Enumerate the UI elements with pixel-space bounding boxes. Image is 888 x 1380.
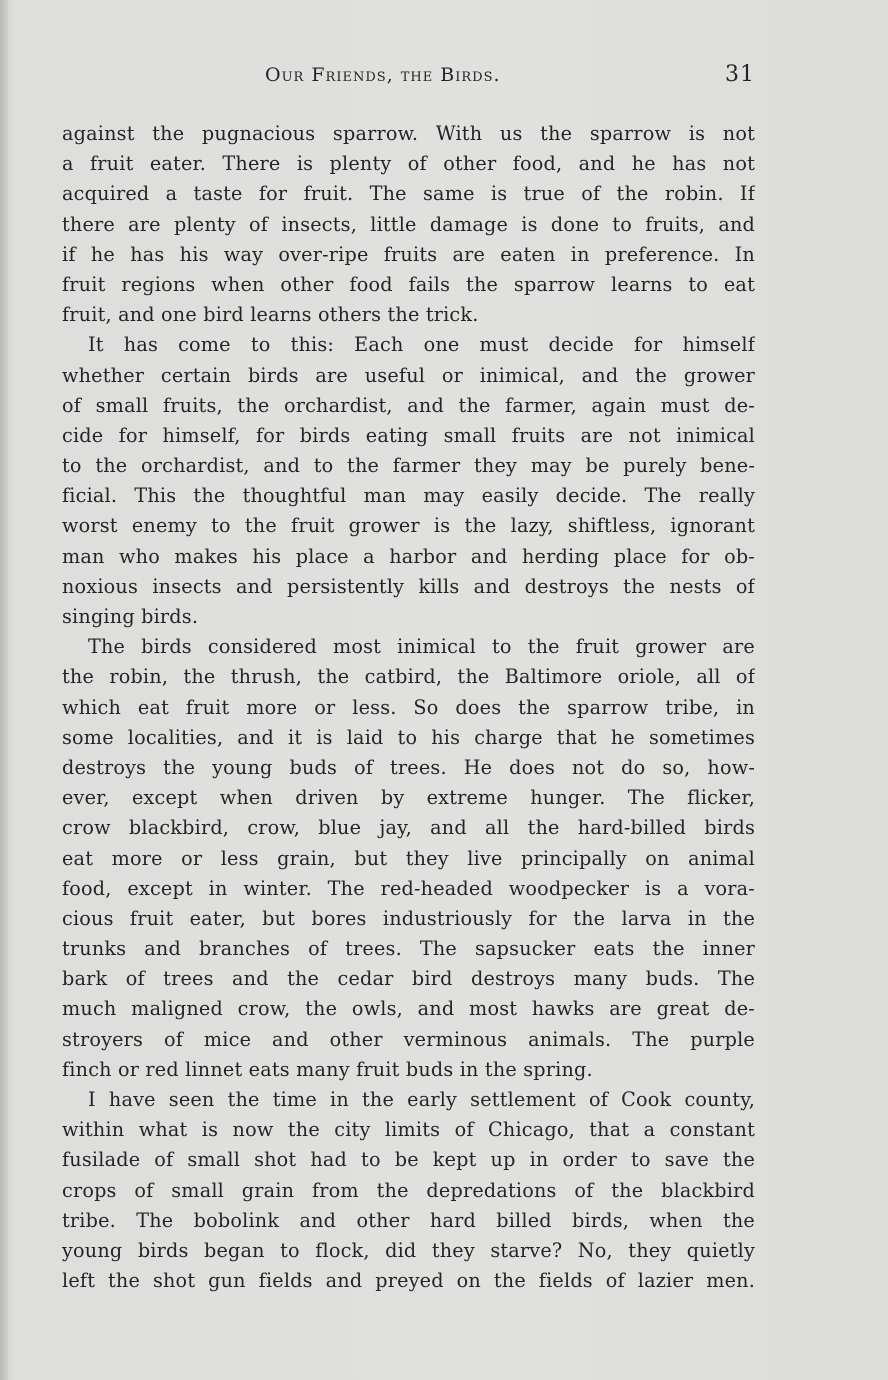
- text-line: crops of small grain from the depredations of the blackbird: [62, 1178, 755, 1202]
- text-line: acquired a taste for fruit. The same is true of the robin. If: [62, 182, 755, 206]
- text-line: worst enemy to the fruit grower is the lazy, shiftless, ignorant: [62, 514, 755, 538]
- text-line: the robin, the thrush, the catbird, the Baltimore oriole, all of: [62, 665, 755, 689]
- page-number: 31: [725, 62, 755, 87]
- text-line: bark of trees and the cedar bird destroys many buds. The: [62, 967, 755, 991]
- text-line: eat more or less grain, but they live principally on animal: [62, 846, 755, 870]
- text-line: fruit regions when other food fails the sparrow learns to eat: [62, 272, 755, 296]
- page-spine-shadow: [0, 0, 8, 1380]
- text-line: finch or red linnet eats many fruit buds in the spring.: [62, 1057, 593, 1081]
- text-line: fruit, and one bird learns others the trick.: [62, 303, 479, 327]
- text-line: man who makes his place a harbor and herding place for ob-: [62, 544, 755, 568]
- text-line: The birds considered most inimical to the fruit grower are: [88, 635, 755, 659]
- text-line: cide for himself, for birds eating small fruits are not inimical: [62, 423, 755, 447]
- running-header: [265, 62, 755, 92]
- text-line: a fruit eater. There is plenty of other food, and he has not: [62, 152, 755, 176]
- text-line: of small fruits, the orchardist, and the farmer, again must de-: [62, 393, 755, 417]
- text-line: trunks and branches of trees. The sapsucker eats the inner: [62, 937, 755, 961]
- text-line: within what is now the city limits of Chicago, that a constant: [62, 1118, 755, 1142]
- body-text: [62, 119, 755, 1296]
- text-line: some localities, and it is laid to his charge that he sometimes: [62, 725, 755, 749]
- text-line: ficial. This the thoughtful man may easily decide. The really: [62, 484, 755, 508]
- text-line: stroyers of mice and other verminous animals. The purple: [62, 1027, 755, 1051]
- text-line: noxious insects and persistently kills and destroys the nests of: [62, 574, 755, 598]
- text-line: ever, except when driven by extreme hunger. The flicker,: [62, 786, 755, 810]
- text-line: singing birds.: [62, 605, 199, 628]
- text-line: I have seen the time in the early settlement of Cook county,: [88, 1088, 755, 1111]
- text-line: left the shot gun fields and preyed on the fields of lazier men.: [62, 1269, 755, 1293]
- text-line: crow blackbird, crow, blue jay, and all the hard-billed birds: [62, 816, 755, 840]
- text-line: whether certain birds are useful or inimical, and the grower: [62, 363, 755, 387]
- text-line: fusilade of small shot had to be kept up in order to save the: [62, 1148, 755, 1172]
- text-line: much maligned crow, the owls, and most hawks are great de-: [62, 997, 755, 1021]
- text-line: cious fruit eater, but bores industriously for the larva in the: [62, 906, 755, 930]
- text-line: if he has his way over-ripe fruits are eaten in preference. In: [62, 242, 755, 266]
- text-line: destroys the young buds of trees. He does not do so, how-: [62, 755, 755, 779]
- text-line: food, except in winter. The red-headed woodpecker is a vora-: [62, 876, 755, 900]
- text-line: It has come to this: Each one must decide for himself: [88, 333, 755, 357]
- running-title: Our Friends, the Birds.: [265, 64, 501, 86]
- text-line: tribe. The bobolink and other hard billed birds, when the: [62, 1208, 755, 1232]
- text-line: to the orchardist, and to the farmer they may be purely bene-: [62, 454, 755, 478]
- text-line: which eat fruit more or less. So does the sparrow tribe, in: [62, 695, 755, 719]
- text-line: there are plenty of insects, little damage is done to fruits, and: [62, 212, 755, 236]
- text-line: young birds began to flock, did they starve? No, they quietly: [62, 1238, 755, 1262]
- text-line: against the pugnacious sparrow. With us the sparrow is not: [62, 122, 755, 145]
